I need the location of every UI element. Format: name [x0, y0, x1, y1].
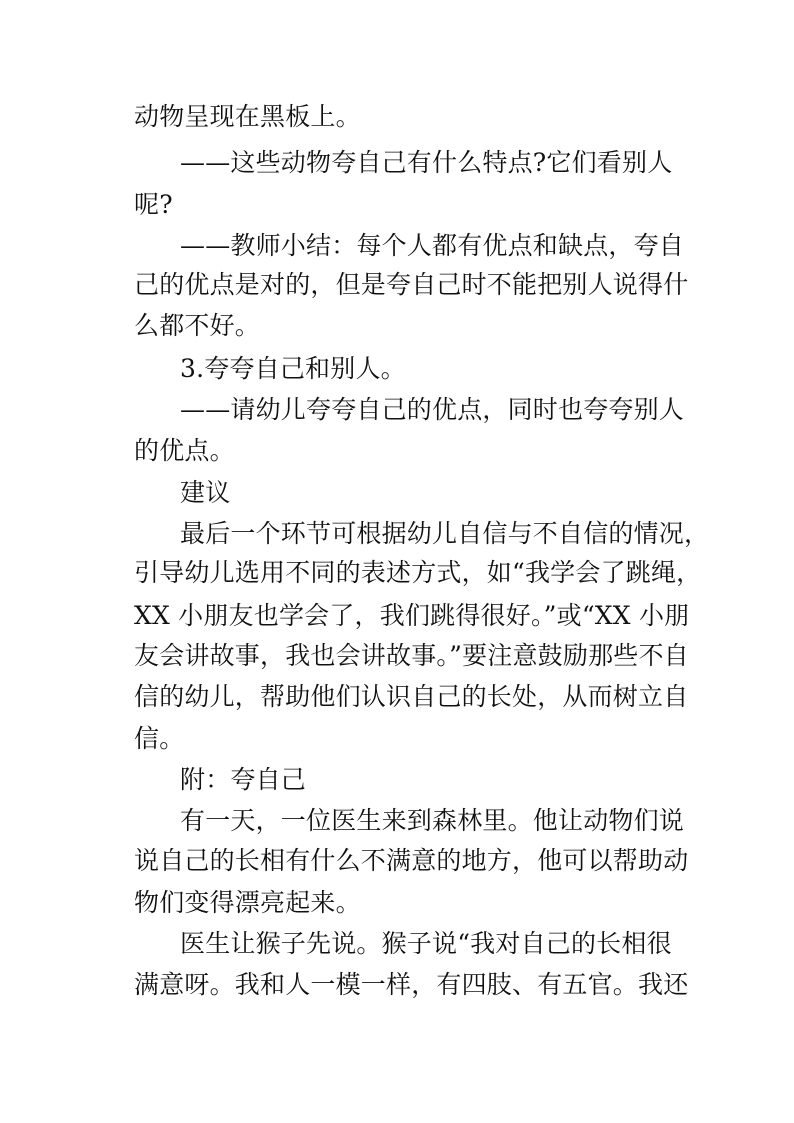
text-line: ——这些动物夸自己有什么特点?它们看别人 — [180, 148, 673, 177]
text-line: 3.夸夸自己和别人。 — [180, 354, 406, 383]
text-line: 物们变得漂亮起来。 — [134, 888, 361, 917]
text-line: 最后一个环节可根据幼儿自信与不自信的情况， — [180, 519, 710, 548]
text-line: XX 小朋友也学会了，我们跳得很好。”或“XX 小朋 — [134, 601, 690, 630]
text-line: 满意呀。我和人一模一样，有四肢、有五官。我还 — [134, 970, 689, 999]
text-line: 己的优点是对的，但是夸自己时不能把别人说得什 — [134, 270, 689, 299]
text-line: 的优点。 — [134, 436, 235, 465]
text-line: 动物呈现在黑板上。 — [134, 102, 361, 131]
text-line: ——请幼儿夸夸自己的优点，同时也夸夸别人 — [180, 395, 685, 424]
text-line: 说自己的长相有什么不满意的地方，他可以帮助动 — [134, 846, 689, 875]
text-line: 信的幼儿，帮助他们认识自己的长处，从而树立自 — [134, 682, 689, 711]
section-heading: 建议 — [180, 478, 231, 507]
text-line: 友会讲故事，我也会讲故事。”要注意鼓励那些不自 — [134, 641, 689, 670]
text-line: 有一天，一位医生来到森林里。他让动物们说 — [180, 806, 685, 835]
text-line: 信。 — [134, 724, 185, 753]
section-heading: 附：夸自己 — [180, 765, 307, 794]
text-line: 引导幼儿选用不同的表述方式，如“我学会了跳绳， — [134, 558, 702, 587]
text-line: ——教师小结：每个人都有优点和缺点，夸自 — [180, 231, 685, 260]
text-line: 么都不好。 — [134, 311, 261, 340]
text-line: 医生让猴子先说。猴子说“我对自己的长相很 — [180, 929, 672, 958]
text-line: 呢? — [134, 190, 173, 219]
